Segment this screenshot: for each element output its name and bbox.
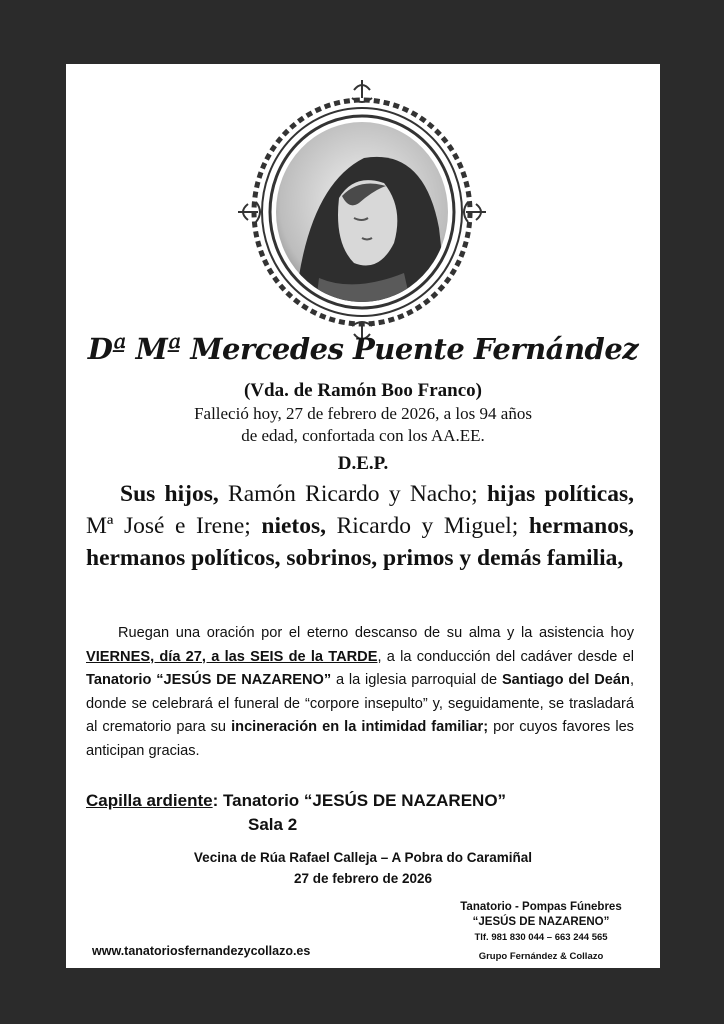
capilla-ardiente — [86, 791, 506, 811]
tanatorio-name: Tanatorio “JESÚS DE NAZARENO” — [86, 672, 332, 689]
hijas-politicas-label: hijas políticas, — [486, 481, 634, 507]
obituary-sheet — [66, 64, 660, 968]
phones: Tlf. 981 830 044 – 663 244 565 — [474, 932, 608, 943]
widow-of: (Vda. de Ramón Boo Franco) — [243, 380, 483, 401]
virgin-mary-portrait-icon — [234, 78, 494, 338]
sala-number: Sala 2 — [248, 815, 298, 834]
ceremony-time: VIERNES, día 27, a las SEIS de la TARDE — [86, 648, 378, 665]
group-name: Grupo Fernández & Collazo — [478, 951, 604, 962]
ceremony-text-part: , a la conducción del cadáver desde el — [377, 648, 634, 665]
notice-date: 27 de febrero de 2026 — [293, 871, 433, 886]
nietos-names: Ricardo y Miguel; — [326, 513, 529, 539]
death-line-1: Falleció hoy, 27 de febrero de 2026, a los 94 años — [194, 404, 532, 423]
ceremony-text-part: por cuyos favores les anticipan gracias. — [86, 719, 634, 759]
church-name: Santiago del Deán — [501, 672, 630, 689]
incineration-note: incineración en la intimidad familiar; — [231, 719, 489, 736]
hijas-names: Mª José e Irene; — [86, 513, 262, 539]
website-link[interactable]: www.tanatoriosfernandezycollazo.es — [92, 944, 311, 958]
company-line-2: “JESÚS DE NAZARENO” — [472, 916, 610, 928]
other-family: hermanos, hermanos políticos, sobrinos, primos y demás familia, — [86, 513, 634, 571]
residence-and-date — [66, 847, 660, 889]
ceremony-text-part: , donde se celebrará el funeral de “corpore insepulto” y, seguidamente, se trasladará al crematorio para su — [86, 672, 634, 736]
ceremony-text-part: a la iglesia parroquial de — [331, 672, 502, 689]
capilla-label: Capilla ardiente — [86, 791, 213, 810]
nietos-label: nietos, — [261, 513, 327, 539]
company-line-1: Tanatorio - Pompas Fúnebres — [460, 901, 622, 913]
death-statement — [66, 403, 660, 447]
funeral-home-info — [426, 900, 656, 964]
capilla-place: : Tanatorio “JESÚS DE NAZARENO” — [212, 791, 507, 810]
deceased-name: Dª Mª Mercedes Puente Fernández — [87, 332, 639, 366]
residence: Vecina de Rúa Rafael Calleja – A Pobra do Caramiñal — [193, 850, 533, 865]
ornamental-frame-icon — [234, 78, 494, 338]
ceremony-text-part: Ruegan una oración por el eterno descanso de su alma y la asistencia hoy — [118, 625, 634, 641]
dep-label: D.E.P. — [337, 453, 389, 474]
sus-hijos-label: Sus hijos, — [120, 481, 219, 507]
family-list — [86, 478, 634, 574]
ceremony-text — [86, 622, 634, 764]
hijos-names: Ramón Ricardo y Nacho; — [218, 481, 487, 507]
death-line-2: de edad, confortada con los AA.EE. — [241, 426, 485, 445]
